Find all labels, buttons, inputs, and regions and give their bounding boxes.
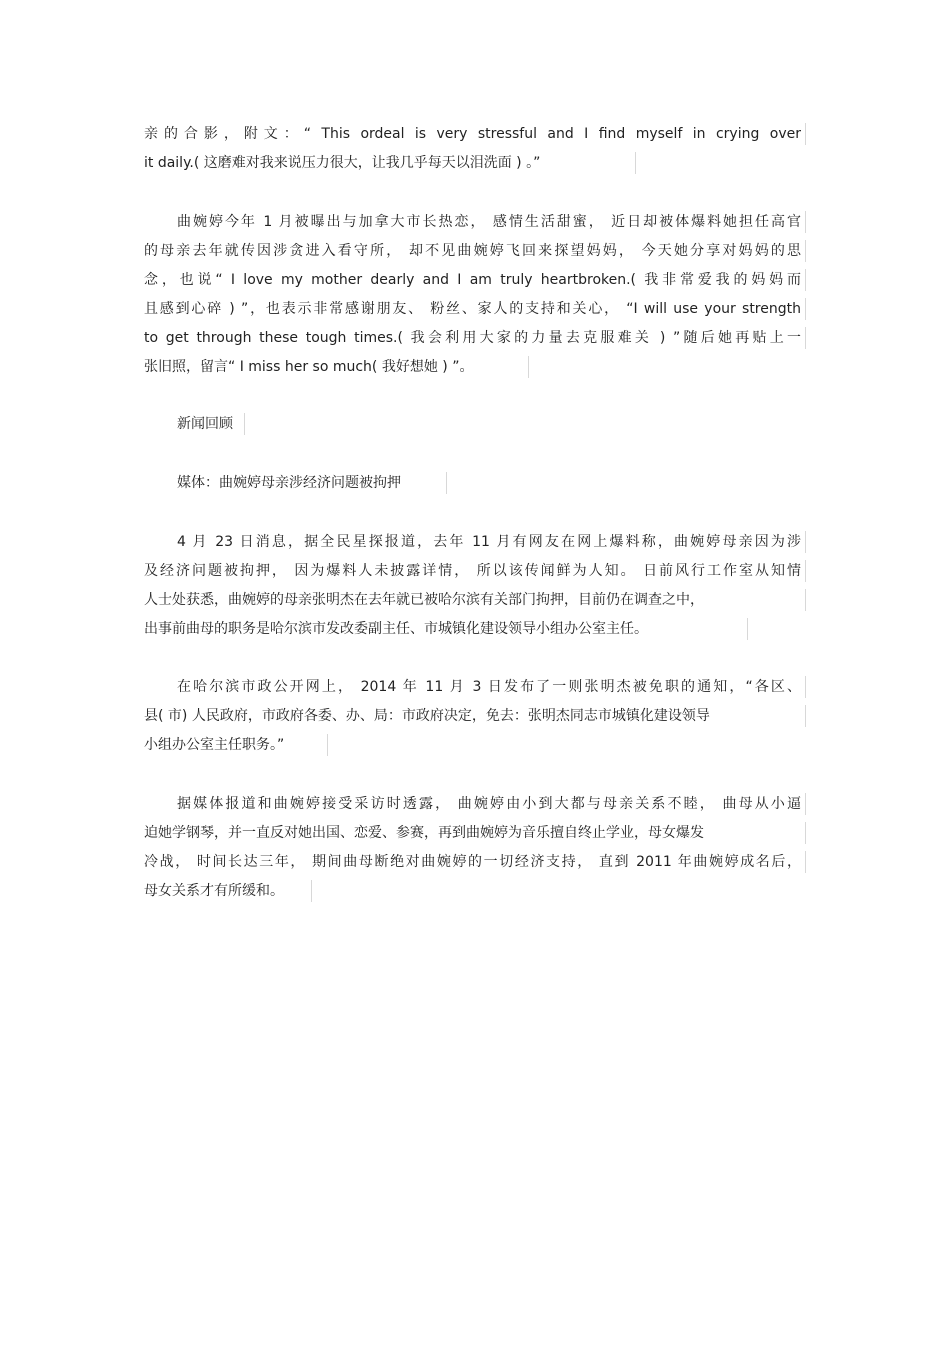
paragraph-5-line-2: 迫她学钢琴，并一直反对她出国、恋爱、参赛，再到曲婉婷为音乐擅自终止学业，母女爆发	[144, 822, 806, 844]
paragraph-2-line-4: 且感到心碎 ) ”，也表示非常感谢朋友、 粉丝、家人的支持和关心， “I will use your strength	[144, 298, 806, 320]
paragraph-2-line-6: 张旧照，留言“ I miss her so much( 我好想她 ) ”。	[144, 356, 529, 378]
paragraph-5-line-4: 母女关系才有所缓和。	[144, 880, 312, 902]
paragraph-2-line-1: 曲婉婷今年 1 月被曝出与加拿大市长热恋， 感情生活甜蜜， 近日却被体爆料她担任高官	[177, 211, 806, 233]
section-heading-news-review: 新闻回顾	[177, 413, 245, 435]
paragraph-2-line-5: to get through these tough times.( 我会利用大家的力量去克服难关 ) ”随后她再贴上一	[144, 327, 806, 349]
paragraph-5-line-1: 据媒体报道和曲婉婷接受采访时透露， 曲婉婷由小到大都与母亲关系不睦， 曲母从小逼	[177, 793, 806, 815]
paragraph-2-line-3: 念，也说“ I love my mother dearly and I am truly heartbroken.( 我非常爱我的妈妈而	[144, 269, 806, 291]
paragraph-1-line-1: 亲的合影，附文：“ This ordeal is very stressful and I find myself in crying over	[144, 123, 806, 145]
paragraph-4-line-3: 小组办公室主任职务。”	[144, 734, 328, 756]
paragraph-2-line-2: 的母亲去年就传因涉贪进入看守所， 却不见曲婉婷飞回来探望妈妈， 今天她分享对妈妈的思	[144, 240, 806, 262]
paragraph-3-line-1: 4 月 23 日消息，据全民星探报道，去年 11 月有网友在网上爆料称，曲婉婷母亲因为涉	[177, 531, 806, 553]
paragraph-4-line-1: 在哈尔滨市政公开网上， 2014 年 11 月 3 日发布了一则张明杰被免职的通知，“各区、	[177, 676, 806, 698]
paragraph-1-line-2: it daily.( 这磨难对我来说压力很大，让我几乎每天以泪洗面 ) 。”	[144, 152, 636, 174]
sub-heading-media: 媒体：曲婉婷母亲涉经济问题被拘押	[177, 472, 447, 494]
paragraph-4-line-2: 县( 市) 人民政府，市政府各委、办、局：市政府决定，免去：张明杰同志市城镇化建设领导	[144, 705, 806, 727]
paragraph-3-line-2: 及经济问题被拘押， 因为爆料人未披露详情， 所以该传闻鲜为人知。 日前风行工作室从知情	[144, 560, 806, 582]
paragraph-5-line-3: 冷战， 时间长达三年， 期间曲母断绝对曲婉婷的一切经济支持， 直到 2011 年曲婉婷成名后，	[144, 851, 806, 873]
paragraph-3-line-3: 人士处获悉，曲婉婷的母亲张明杰在去年就已被哈尔滨有关部门拘押，目前仍在调查之中，	[144, 589, 806, 611]
paragraph-3-line-4: 出事前曲母的职务是哈尔滨市发改委副主任、市城镇化建设领导小组办公室主任。	[144, 618, 748, 640]
